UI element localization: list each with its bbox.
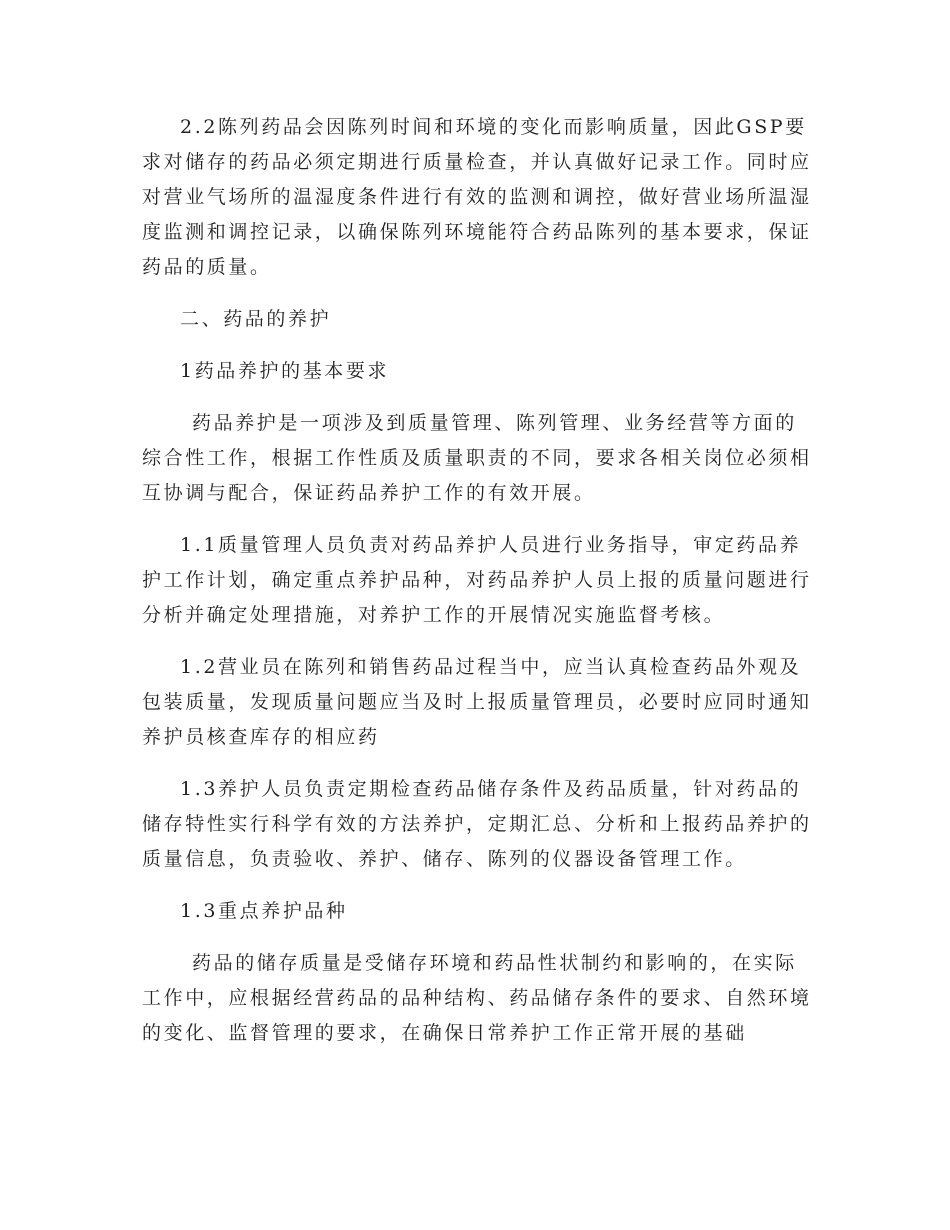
paragraph-quality-manager-duties: 1.1质量管理人员负责对药品养护人员进行业务指导，审定药品养护工作计划，确定重点养护品种，对药品养护人员上报的质量问题进行分析并确定处理措施，对养护工作的开展情况实施监督考核。 xyxy=(142,534,812,626)
subheading-key-varieties: 1.3重点养护品种 xyxy=(180,900,348,922)
paragraph-maintenance-overview: 药品养护是一项涉及到质量管理、陈列管理、业务经营等方面的综合性工作，根据工作性质及质量职责的不同，要求各相关岗位必须相互协调与配合，保证药品养护工作的有效开展。 xyxy=(142,412,812,504)
document-body xyxy=(142,110,812,1068)
paragraph-storage-quality: 药品的储存质量是受储存环境和药品性状制约和影响的，在实际工作中，应根据经营药品的品种结构、药品储存条件的要求、自然环境的变化、监督管理的要求，在确保日常养护工作正常开展的基础 xyxy=(142,952,812,1044)
paragraph-salesperson-duties: 1.2营业员在陈列和销售药品过程当中，应当认真检查药品外观及包装质量，发现质量问题应当及时上报质量管理员，必要时应同时通知养护员核查库存的相应药 xyxy=(142,656,812,748)
subheading-basic-requirements: 1药品养护的基本要求 xyxy=(180,360,390,382)
paragraph-maintenance-staff-duties: 1.3养护人员负责定期检查药品储存条件及药品质量，针对药品的储存特性实行科学有效的方法养护，定期汇总、分析和上报药品养护的质量信息，负责验收、养护、储存、陈列的仪器设备管理工作。 xyxy=(142,778,812,870)
section-heading-drug-maintenance: 二、药品的养护 xyxy=(180,308,332,330)
paragraph-display-quality-check: 2.2陈列药品会因陈列时间和环境的变化而影响质量，因此GSP要求对储存的药品必须定期进行质量检查，并认真做好记录工作。同时应对营业气场所的温湿度条件进行有效的监测和调控，做好营业场所温湿度监测和调控记录，以确保陈列环境能符合药品陈列的基本要求，保证药品的质量。 xyxy=(142,116,812,278)
